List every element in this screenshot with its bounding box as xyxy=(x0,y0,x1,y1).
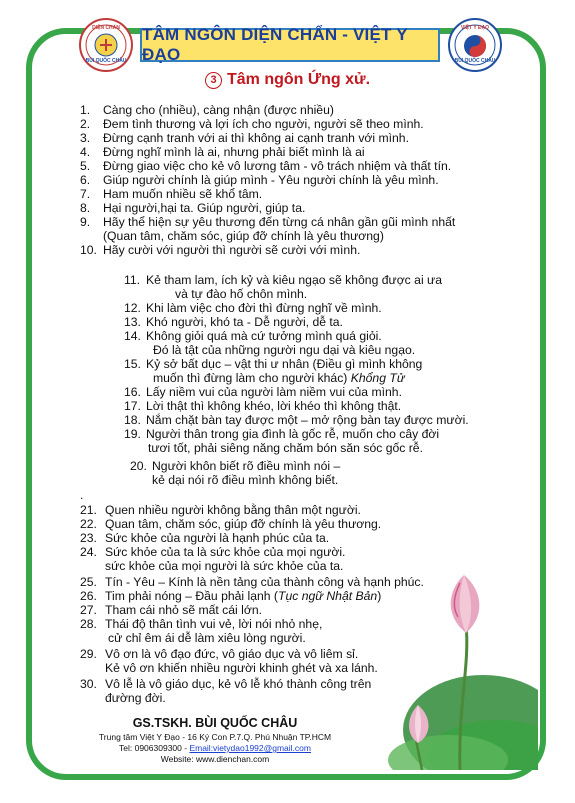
list-item: 27. Tham cái nhỏ sẽ mất cái lớn. xyxy=(80,603,263,617)
dien-chan-logo xyxy=(79,18,133,72)
list-item-continuation: Kẻ vô ơn khiến nhiều người khinh ghét và xa lánh. xyxy=(105,661,378,675)
list-item-continuation: Đó là tật của những người ngu dại và kiêu ngạo. xyxy=(153,343,416,357)
lotus-flower-image xyxy=(388,555,538,770)
list-item-continuation: và tự đào hố chôn mình. xyxy=(175,287,308,301)
list-item: 7. Ham muốn nhiều sẽ khổ tâm. xyxy=(80,187,263,201)
logo-left-text: BÙI QUỐC CHÂU xyxy=(85,58,127,64)
list-item: 11. Kẻ tham lam, ích kỷ và kiêu ngạo sẽ không được ai ưa xyxy=(124,273,442,287)
list-item: 30. Vô lễ là vô giáo dục, kẻ vô lễ khó thành công trên xyxy=(80,677,372,691)
list-item: 10. Hãy cười với người thì người sẽ cười với mình. xyxy=(80,243,361,257)
list-item: 14. Không giỏi quá mà cứ tưởng mình quá giỏi. xyxy=(124,329,382,343)
list-item: 5. Đừng giao việc cho kẻ vô lương tâm - vô trách nhiệm và thất tín. xyxy=(80,159,452,173)
list-item: 3. Đừng cạnh tranh với ai thì không ai cạnh tranh với mình. xyxy=(80,131,409,145)
list-item: 20. Người khôn biết rõ điều mình nói – xyxy=(130,459,341,473)
list-item: 26. Tim phải nóng – Đầu phải lạnh (Tục ngữ Nhật Bản) xyxy=(80,589,382,603)
list-item: 9. Hãy thể hiện sự yêu thương đến từng cá nhân gần gũi mình nhất xyxy=(80,215,456,229)
footer-contact xyxy=(60,743,370,753)
page-title: TÂM NGÔN DIỆN CHẨN - VIỆT Y ĐẠO xyxy=(140,28,440,62)
list-item: 13. Khó người, khó ta - Dễ người, dễ ta. xyxy=(124,315,343,329)
list-item: 18. Nắm chặt bàn tay được một – mở rộng bàn tay được mười. xyxy=(124,413,469,427)
list-item: 29. Vô ơn là vô đạo đức, vô giáo dục và vô liêm sỉ. xyxy=(80,647,359,661)
author-name: GS.TSKH. BÙI QUỐC CHÂU xyxy=(132,716,298,730)
list-item-continuation: tươi tốt, phải siêng năng chăm bón săn sóc gốc rễ. xyxy=(148,441,423,455)
viet-y-dao-logo xyxy=(448,18,502,72)
list-item: 4. Đừng nghĩ mình là ai, nhưng phải biết mình là ai xyxy=(80,145,365,159)
separator-dot: . xyxy=(80,488,84,502)
email-link[interactable]: Email:vietydao1992@gmail.com xyxy=(189,743,311,753)
list-item: 6. Giúp người chính là giúp mình - Yêu người chính là yêu mình. xyxy=(80,173,439,187)
list-item: 1. Càng cho (nhiều), càng nhận (được nhiều) xyxy=(80,103,334,117)
list-item: 2. Đem tình thương và lợi ích cho người, người sẽ theo mình. xyxy=(80,117,424,131)
list-item: 21. Quen nhiều người không bằng thân một người. xyxy=(80,503,361,517)
list-item: 12. Khi làm việc cho đời thì đừng nghĩ về mình. xyxy=(124,301,382,315)
logo-right-text: BÙI QUỐC CHÂU xyxy=(454,58,496,64)
list-item: 24. Sức khỏe của ta là sức khỏe của mọi người. xyxy=(80,545,346,559)
list-item-continuation: (Quan tâm, chăm sóc, giúp đỡ chính là yêu thương) xyxy=(103,229,384,243)
list-item-continuation: sức khỏe của mọi người là sức khỏe của ta. xyxy=(105,559,344,573)
list-item: 16. Lấy niềm vui của người làm niềm vui của mình. xyxy=(124,385,402,399)
logo-right-top-text: VIỆT Y ĐẠO xyxy=(460,25,490,31)
footer-address: Trung tâm Việt Y Đạo - 16 Ký Con P.7.Q. Phú Nhuận TP.HCM xyxy=(98,732,332,742)
list-item: 8. Hại người,hại ta. Giúp người, giúp ta. xyxy=(80,201,306,215)
list-item: 23. Sức khỏe của người là hạnh phúc của ta. xyxy=(80,531,330,545)
list-item: 15. Kỷ sở bất dục – vật thi ư nhân (Điều gì mình không xyxy=(124,357,423,371)
logo-left-top-text: DIỆN CHẨN xyxy=(92,25,120,31)
list-item-continuation: đường đời. xyxy=(105,691,166,705)
footer-tel: Tel: 0906309300 - xyxy=(119,743,190,753)
section-number-badge: 3 xyxy=(205,72,222,89)
list-item: 22. Quan tâm, chăm sóc, giúp đỡ chính là yêu thương. xyxy=(80,517,382,531)
list-item: 28. Thái độ thân tình vui vẻ, lời nói nhỏ nhẹ, xyxy=(80,617,323,631)
section-subtitle-text: Tâm ngôn Ứng xử. xyxy=(227,71,371,88)
list-item: 17. Lời thật thì không khéo, lời khéo thì không thật. xyxy=(124,399,402,413)
list-item-continuation: kẻ dại nói rõ điều mình không biết. xyxy=(152,473,339,487)
footer-website[interactable]: Website: www.dienchan.com xyxy=(160,754,270,764)
list-item-continuation: cử chỉ êm ái dễ làm xiêu lòng người. xyxy=(108,631,306,645)
list-item: 25. Tín - Yêu – Kính là nền tảng của thành công và hạnh phúc. xyxy=(80,575,424,589)
list-item: 19. Người thân trong gia đình là gốc rễ, muốn cho cây đời xyxy=(124,427,440,441)
list-item-continuation: muốn thì đừng làm cho người khác) Khổng Tử xyxy=(153,371,405,385)
section-subtitle xyxy=(205,70,370,90)
